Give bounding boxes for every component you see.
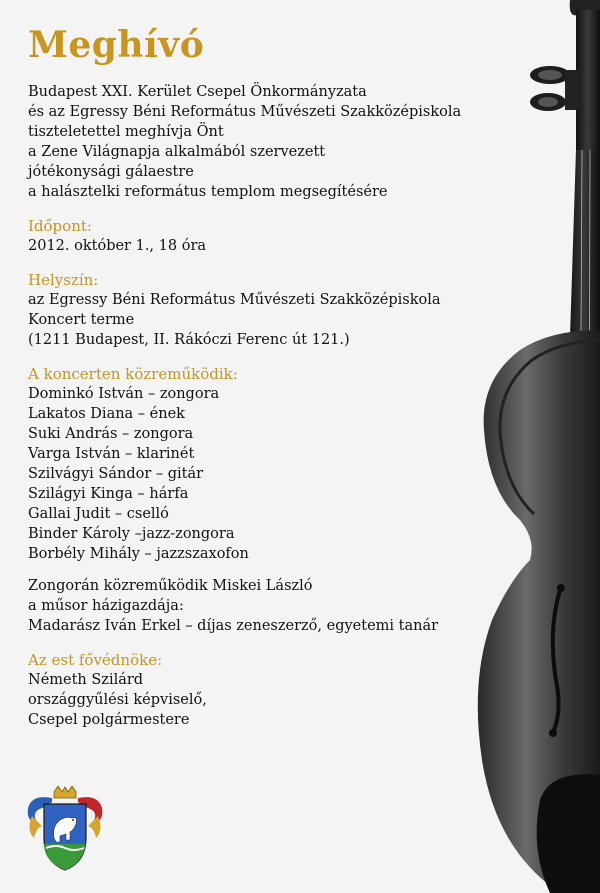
time-heading: Időpont: (28, 217, 92, 235)
list-item: Binder Károly –jazz-zongora (28, 526, 235, 542)
csepel-coat-of-arms-icon (24, 786, 106, 872)
intro-text (28, 82, 478, 202)
list-item: Szilvágyi Sándor – gitár (28, 466, 204, 482)
host-info (28, 576, 478, 636)
invitation-content (28, 22, 478, 730)
performers-heading: A koncerten közreműködik: (28, 365, 238, 383)
list-item: Lakatos Diana – ének (28, 406, 185, 422)
list-item: Gallai Judit – cselló (28, 506, 169, 522)
intro-line: tiszteletettel meghívja Önt (28, 124, 224, 140)
performers-list (28, 384, 478, 564)
time-value: 2012. október 1., 18 óra (28, 238, 207, 254)
patron-heading: Az est fővédnöke: (28, 651, 163, 669)
list-item: Szilágyi Kinga – hárfa (28, 486, 189, 502)
list-item: Varga István – klarinét (28, 446, 195, 462)
page-title: Meghívó (28, 24, 205, 66)
host-line: Madarász Iván Erkel – díjas zeneszerző, egyetemi tanár (28, 618, 439, 634)
host-line: a műsor házigazdája: (28, 598, 184, 614)
intro-line: jótékonysági gálaestre (28, 164, 194, 180)
venue-details (28, 290, 478, 350)
host-line: Zongorán közreműködik Miskei László (28, 578, 313, 594)
venue-heading: Helyszín: (28, 271, 99, 289)
venue-line: Koncert terme (28, 312, 135, 328)
intro-line: a halásztelki református templom megsegítésére (28, 184, 388, 200)
venue-line: (1211 Budapest, II. Rákóczi Ferenc út 121.) (28, 332, 350, 348)
intro-line: és az Egressy Béni Református Művészeti Szakközépiskola (28, 104, 462, 120)
list-item: Suki András – zongora (28, 426, 194, 442)
list-item: Dominkó István – zongora (28, 386, 220, 402)
patron-line: Németh Szilárd (28, 672, 144, 688)
patron-details (28, 670, 478, 730)
patron-line: országgyűlési képviselő, (28, 692, 207, 708)
intro-line: Budapest XXI. Kerület Csepel Önkormányzata (28, 84, 367, 100)
venue-line: az Egressy Béni Református Művészeti Szakközépiskola (28, 292, 441, 308)
patron-line: Csepel polgármestere (28, 712, 190, 728)
intro-line: a Zene Világnapja alkalmából szervezett (28, 144, 326, 160)
list-item: Borbély Mihály – jazzszaxofon (28, 546, 249, 562)
